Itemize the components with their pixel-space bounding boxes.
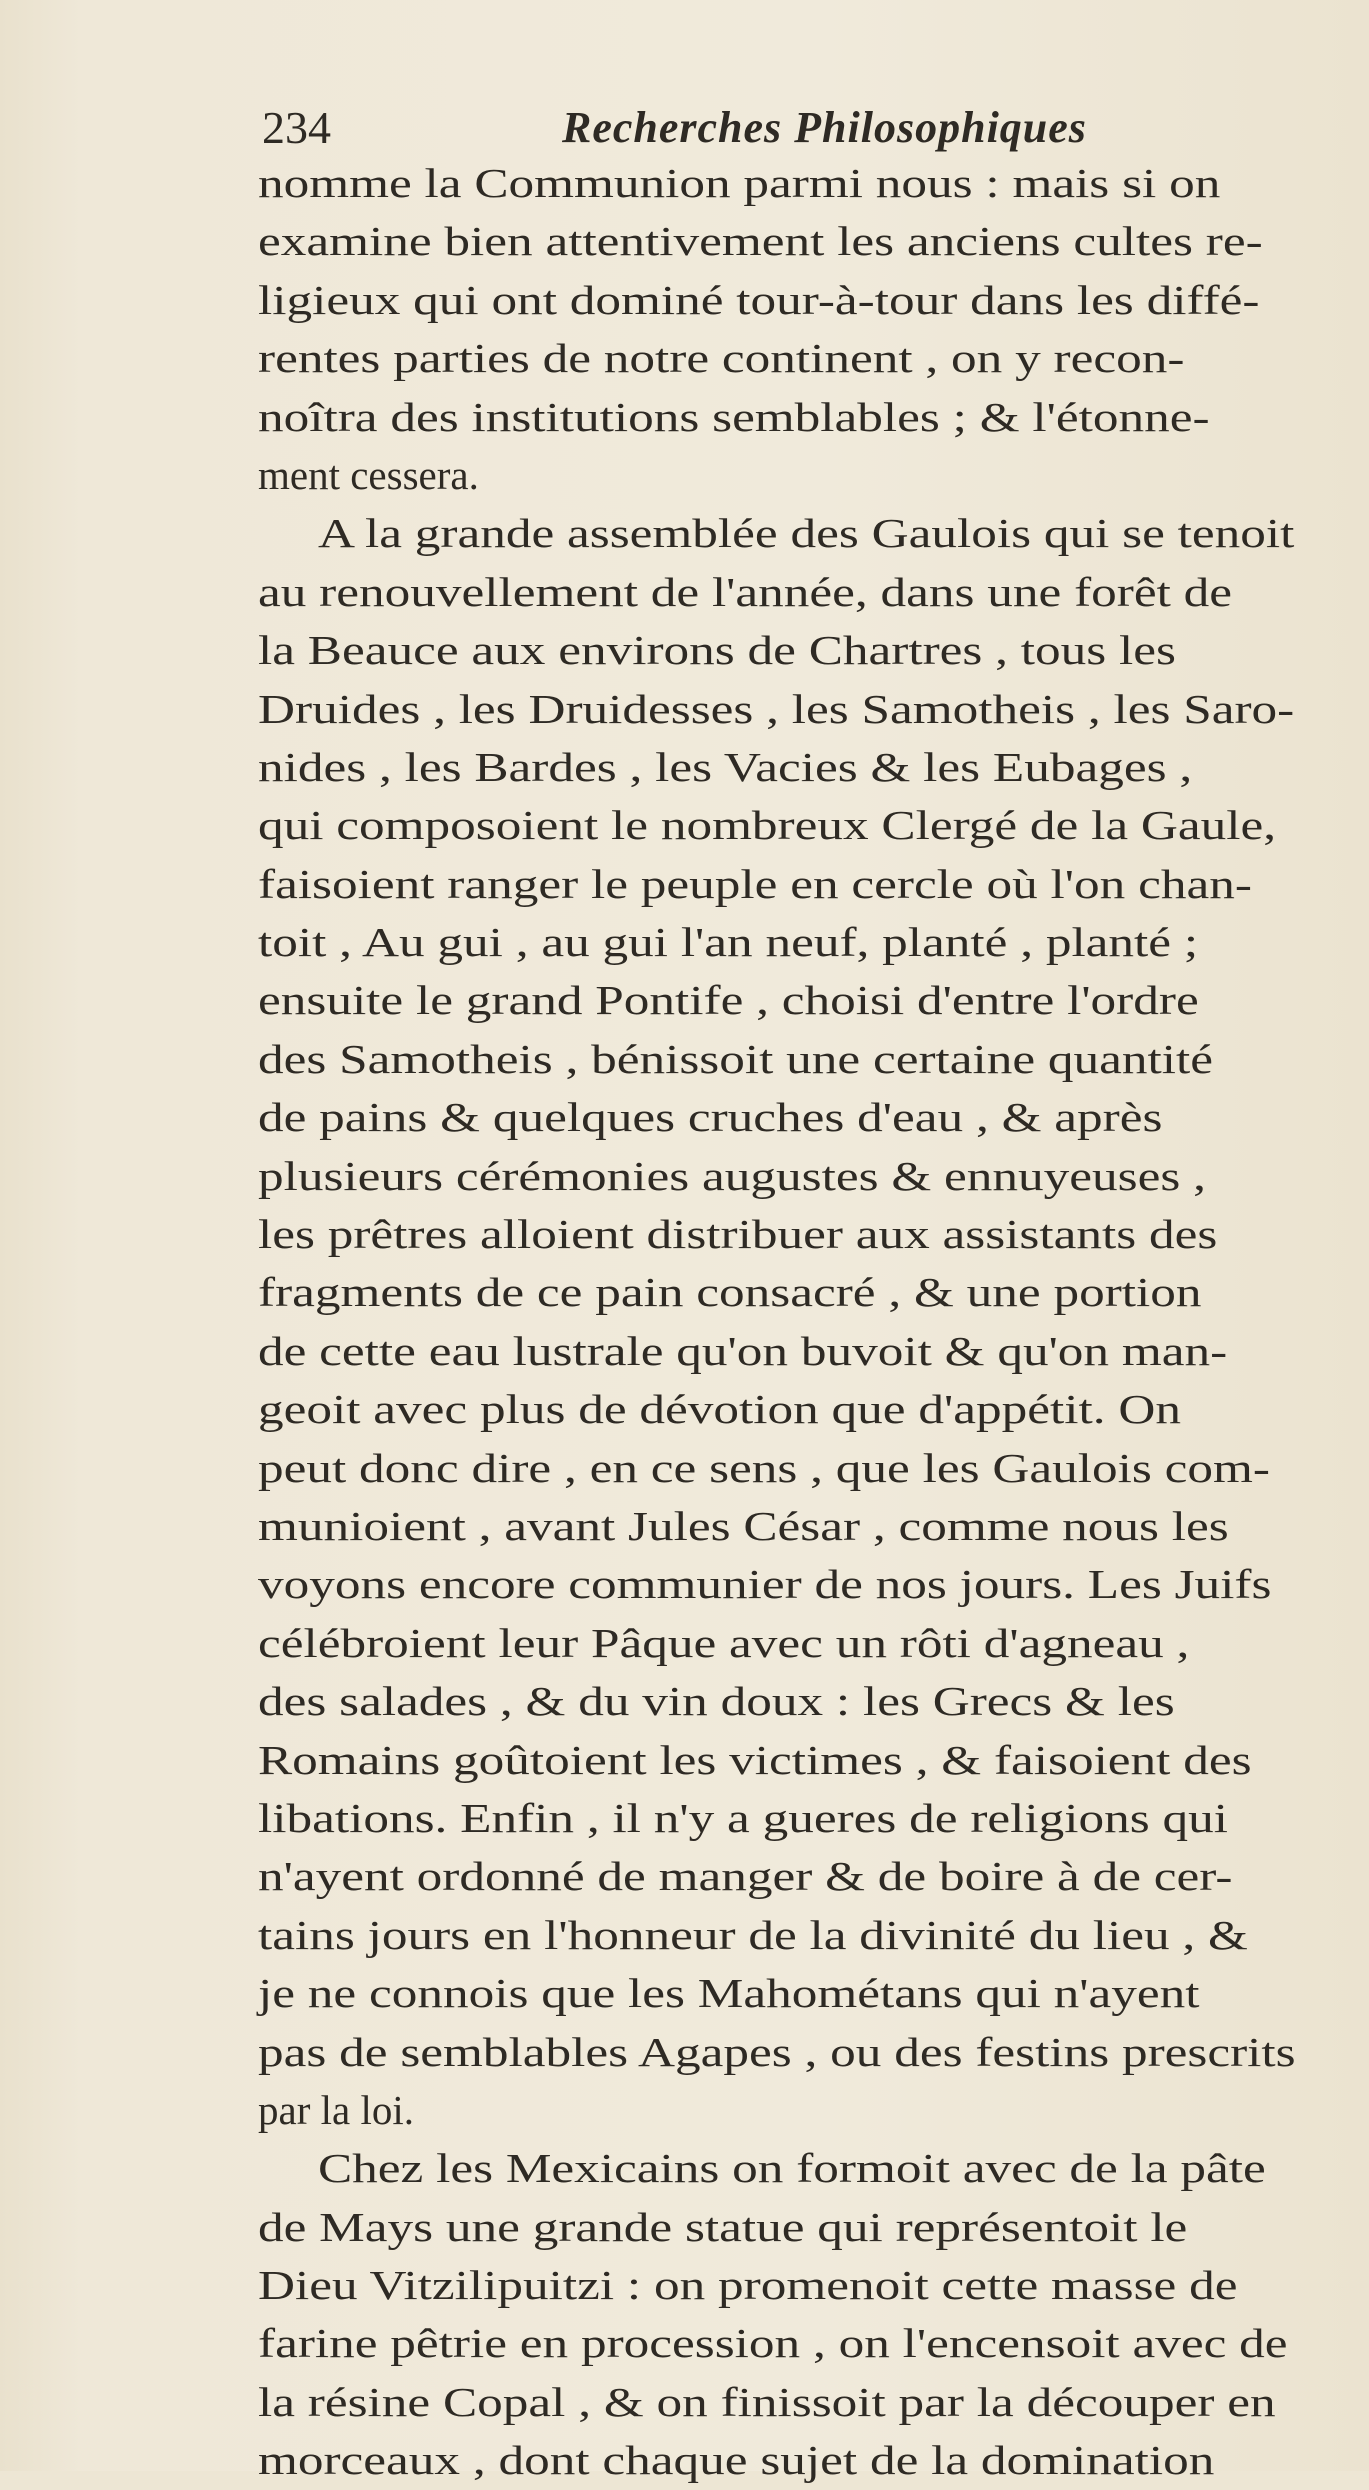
line-text: morceaux , dont chaque sujet de la domination [258, 2437, 1215, 2484]
text-line [258, 446, 1343, 504]
text-line [258, 1731, 1343, 1789]
line-text: Dieu Vitzilipuitzi : on promenoit cette masse de [258, 2262, 1238, 2309]
line-text: la résine Copal , & on finissoit par la découper en [258, 2378, 1276, 2425]
text-line [258, 738, 1343, 796]
text-line [258, 1263, 1343, 1321]
line-text: voyons encore communier de nos jours. Les Juifs [258, 1561, 1272, 1608]
line-text: de pains & quelques cruches d'eau , & après [258, 1094, 1163, 1141]
text-line [258, 621, 1343, 679]
text-line [258, 2256, 1343, 2314]
line-text: ligieux qui ont dominé tour-à-tour dans les diffé- [258, 276, 1260, 323]
line-text: geoit avec plus de dévotion que d'appétit. On [258, 1386, 1181, 1433]
text-line [258, 388, 1343, 446]
text-line [258, 971, 1343, 1029]
text-line [258, 2081, 1343, 2139]
text-line [258, 1439, 1343, 1497]
text-line [258, 563, 1343, 621]
line-text: Druides , les Druidesses , les Samotheis , les Saro- [258, 685, 1295, 732]
text-line [258, 1030, 1343, 1088]
line-text: Romains goûtoient les victimes , & faisoient des [258, 1736, 1252, 1783]
text-line [258, 680, 1343, 738]
text-line [258, 271, 1343, 329]
line-text: je ne connois que les Mahométans qui n'ayent [258, 1970, 1200, 2017]
text-line [258, 1964, 1343, 2022]
text-line [258, 2198, 1343, 2256]
text-line [258, 329, 1343, 387]
text-line [258, 796, 1343, 854]
text-line [258, 212, 1343, 270]
line-text: nides , les Bardes , les Vacies & les Eubages , [258, 743, 1193, 790]
text-line [258, 1847, 1343, 1905]
text-line [258, 2373, 1343, 2431]
line-text: Chez les Mexicains on formoit avec de la pâte [318, 2145, 1266, 2192]
line-text: ensuite le grand Pontife , choisi d'entre l'ordre [258, 977, 1199, 1024]
line-text: libations. Enfin , il n'y a gueres de religions qui [258, 1794, 1228, 1841]
line-text: de Mays une grande statue qui représentoit le [258, 2203, 1188, 2250]
line-text: tains jours en l'honneur de la divinité du lieu , & [258, 1911, 1248, 1958]
line-text: fragments de ce pain consacré , & une portion [258, 1269, 1202, 1316]
line-text: rentes parties de notre continent , on y recon- [258, 335, 1185, 382]
text-line [258, 855, 1343, 913]
line-text: farine pêtrie en procession , on l'encensoit avec de [258, 2320, 1288, 2367]
line-text: n'ayent ordonné de manger & de boire à de cer- [258, 1853, 1233, 1900]
line-text: ment cessera. [258, 451, 479, 498]
text-line [258, 154, 1343, 212]
text-line [258, 1147, 1343, 1205]
body-text [258, 154, 1343, 2490]
line-text: au renouvellement de l'année, dans une forêt de [258, 568, 1233, 615]
text-line [258, 1614, 1343, 1672]
line-text: examine bien attentivement les anciens cultes re- [258, 218, 1263, 265]
text-line [258, 504, 1343, 562]
line-text: des Samotheis , bénissoit une certaine quantité [258, 1035, 1214, 1082]
text-line [258, 913, 1343, 971]
line-text: des salades , & du vin doux : les Grecs & les [258, 1678, 1175, 1725]
text-line [258, 1088, 1343, 1146]
line-text: plusieurs cérémonies augustes & ennuyeuses , [258, 1152, 1206, 1199]
line-text: qui composoient le nombreux Clergé de la Gaule, [258, 802, 1277, 849]
page-header [262, 98, 1342, 158]
page-number: 234 [262, 102, 331, 153]
line-text: noîtra des institutions semblables ; & l'étonne- [258, 393, 1210, 440]
text-line [258, 1205, 1343, 1263]
line-text: peut donc dire , en ce sens , que les Gaulois com- [258, 1444, 1270, 1491]
text-line [258, 1497, 1343, 1555]
line-text: toit , Au gui , au gui l'an neuf, planté , planté ; [258, 919, 1199, 966]
line-text: les prêtres alloient distribuer aux assistants des [258, 1211, 1218, 1258]
line-text: munioient , avant Jules César , comme nous les [258, 1502, 1229, 1549]
text-line [258, 2431, 1343, 2489]
running-title: Recherches Philosophiques [562, 103, 1087, 152]
text-line [258, 1789, 1343, 1847]
line-text: A la grande assemblée des Gaulois qui se tenoit [318, 510, 1295, 557]
text-line [258, 1906, 1343, 1964]
text-line [258, 1555, 1343, 1613]
text-line [258, 2314, 1343, 2372]
line-text: par la loi. [258, 2086, 414, 2133]
text-line [258, 2139, 1343, 2197]
text-line [258, 1672, 1343, 1730]
text-line [258, 1380, 1343, 1438]
line-text: la Beauce aux environs de Chartres , tous les [258, 627, 1176, 674]
text-line [258, 1322, 1343, 1380]
text-line [258, 2023, 1343, 2081]
line-text: pas de semblables Agapes , ou des festins prescrits [258, 2028, 1296, 2075]
line-text: faisoient ranger le peuple en cercle où l'on chan- [258, 860, 1252, 907]
line-text: célébroient leur Pâque avec un rôti d'agneau , [258, 1619, 1190, 1666]
line-text: nomme la Communion parmi nous : mais si on [258, 160, 1221, 206]
line-text: de cette eau lustrale qu'on buvoit & qu'on man- [258, 1327, 1228, 1374]
